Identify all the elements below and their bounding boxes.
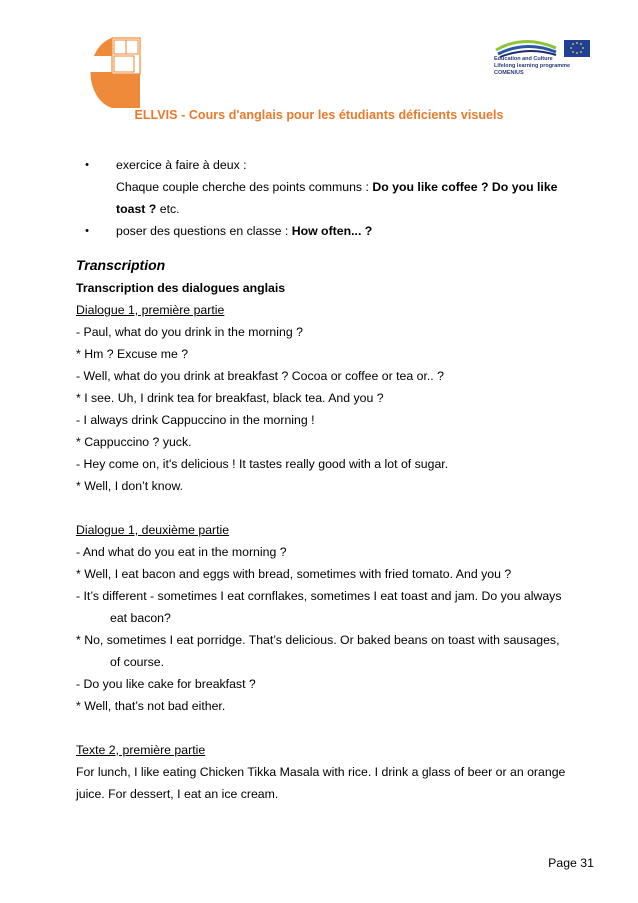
header-title: ELLVIS - Cours d'anglais pour les étudiants déficients visuels <box>134 108 504 122</box>
section-subheading: Transcription des dialogues anglais <box>76 281 286 295</box>
eu-line: Lifelong learning programme <box>494 63 571 69</box>
bullet-text <box>116 220 596 242</box>
eu-programme-caption <box>494 56 604 77</box>
dialogue-title: Dialogue 1, première partie <box>76 303 225 317</box>
bold-span: Do you like coffee ? Do you like <box>372 180 558 194</box>
spacer <box>76 717 596 739</box>
spacer <box>76 497 596 519</box>
bullet-text <box>116 198 596 220</box>
text-line: juice. For dessert, I eat an ice cream. <box>76 787 279 801</box>
dialogue-line: * Well, I don’t know. <box>76 479 184 493</box>
ellvis-logo-icon <box>84 36 142 110</box>
document-body <box>76 154 596 805</box>
dialogue-line: * Well, I eat bacon and eggs with bread, sometimes with fried tomato. And you ? <box>76 567 512 581</box>
bold-span: toast ? <box>116 202 157 216</box>
dialogue-line: - I always drink Cappuccino in the morning ! <box>76 413 315 427</box>
text-span: poser des questions en classe : <box>116 224 292 238</box>
dialogue-line: * Well, that’s not bad either. <box>76 699 226 713</box>
text-title: Texte 2, première partie <box>76 743 206 757</box>
dialogue-line: - Hey come on, it's delicious ! It tastes really good with a lot of sugar. <box>76 457 449 471</box>
dialogue-line: eat bacon? <box>110 611 171 625</box>
dialogue-line: of course. <box>110 655 164 669</box>
bullet-icon: • <box>85 159 89 171</box>
dialogue-line: * Cappuccino ? yuck. <box>76 435 192 449</box>
dialogue-title: Dialogue 1, deuxième partie <box>76 523 230 537</box>
bullet-text <box>116 176 596 198</box>
dialogue-line: - Paul, what do you drink in the morning ? <box>76 325 303 339</box>
dialogue-line: * I see. Uh, I drink tea for breakfast, black tea. And you ? <box>76 391 384 405</box>
section-heading: Transcription <box>76 257 166 273</box>
bold-span: How often... ? <box>291 224 373 238</box>
text-span: Chaque couple cherche des points communs : <box>116 180 373 194</box>
dialogue-line: - Do you like cake for breakfast ? <box>76 677 256 691</box>
dialogue-line: * No, sometimes I eat porridge. That’s delicious. Or baked beans on toast with sausages, <box>76 633 560 647</box>
eu-line: COMENIUS <box>494 70 524 76</box>
bullet-item <box>76 220 596 242</box>
dialogue-line: - It’s different - sometimes I eat cornflakes, sometimes I eat toast and jam. Do you always <box>76 589 562 603</box>
bullet-text: exercice à faire à deux : <box>116 158 247 172</box>
bullet-item <box>76 154 596 220</box>
text-span: etc. <box>156 202 180 216</box>
dialogue-line: - Well, what do you drink at breakfast ? Cocoa or coffee or tea or.. ? <box>76 369 444 383</box>
page-number: Page 31 <box>548 856 594 870</box>
bullet-icon: • <box>85 225 89 237</box>
text-line: For lunch, I like eating Chicken Tikka Masala with rice. I drink a glass of beer or an orange <box>76 765 566 779</box>
dialogue-line: * Hm ? Excuse me ? <box>76 347 189 361</box>
dialogue-line: - And what do you eat in the morning ? <box>76 545 287 559</box>
eu-line: Education and Culture <box>494 56 553 62</box>
